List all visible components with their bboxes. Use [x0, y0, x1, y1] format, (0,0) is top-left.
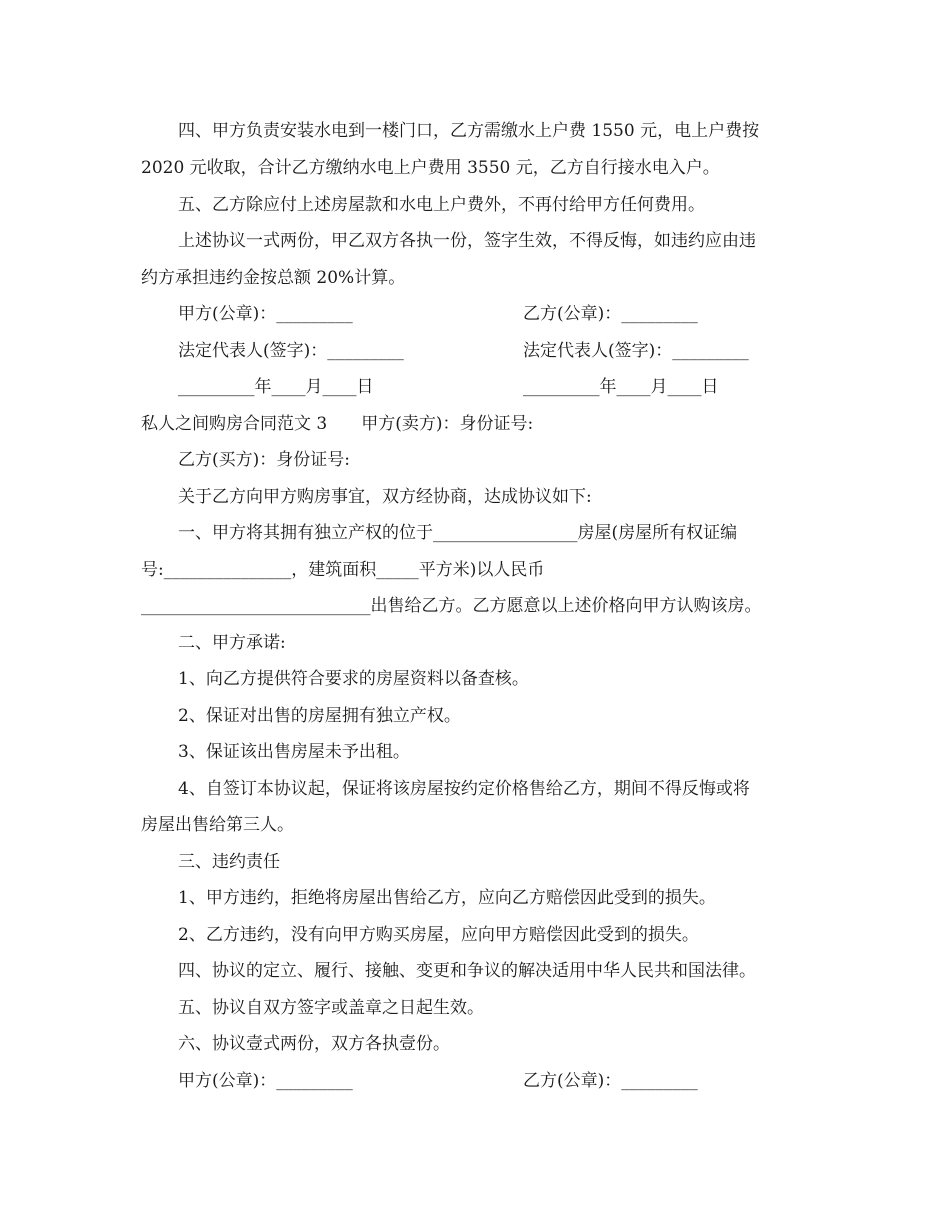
party-a-seal: 甲方(公章)：_________	[178, 304, 353, 324]
item-three-sub-1: 1、甲方违约，拒绝将房屋出售给乙方，应向乙方赔偿因此受到的损失。	[178, 888, 716, 908]
party-b-seal-2: 乙方(公章)：_________	[523, 1071, 698, 1091]
buyer-line: 乙方(买方)：身份证号:	[178, 450, 350, 470]
agreement-line-1: 上述协议一式两份，甲乙双方各执一份，签字生效，不得反悔，如违约应由违	[178, 231, 756, 251]
party-b-representative: 法定代表人(签字)：_________	[523, 341, 749, 361]
item-three-title: 三、违约责任	[178, 852, 280, 872]
party-a-seal-2: 甲方(公章)：_________	[178, 1071, 353, 1091]
item-six: 六、协议壹式两份，双方各执壹份。	[178, 1034, 450, 1054]
item-one-line-1: 一、甲方将其拥有独立产权的位于_________________房屋(房屋所有权证编	[178, 523, 738, 543]
item-five: 五、协议自双方签字或盖章之日起生效。	[178, 998, 484, 1018]
clause-four-line-2: 2020 元收取，合计乙方缴纳水电上户费用 3550 元，乙方自行接水电入户。	[141, 158, 720, 178]
item-one-line-3: ___________________________出售给乙方。乙方愿意以上述价格向甲方认购该房。	[141, 596, 762, 616]
item-two-sub-3: 3、保证该出售房屋未予出租。	[178, 742, 410, 762]
agreement-line-2: 约方承担违约金按总额 20%计算。	[141, 268, 406, 288]
item-one-line-2: 号:_______________，建筑面积_____平方米)以人民币	[141, 560, 545, 580]
party-a-representative: 法定代表人(签字)：_________	[178, 341, 404, 361]
clause-five: 五、乙方除应付上述房屋款和水电上户费外，不再付给甲方任何费用。	[178, 195, 705, 215]
item-four: 四、协议的定立、履行、接触、变更和争议的解决适用中华人民共和国法律。	[178, 961, 756, 981]
item-two-sub-4-line-2: 房屋出售给第三人。	[141, 815, 294, 835]
item-three-sub-2: 2、乙方违约，没有向甲方购买房屋，应向甲方赔偿因此受到的损失。	[178, 925, 699, 945]
item-two-sub-4-line-1: 4、自签订本协议起，保证将该房屋按约定价格售给乙方，期间不得反悔或将	[178, 779, 750, 799]
clause-four-line-1: 四、甲方负责安装水电到一楼门口，乙方需缴水上户费 1550 元，电上户费按	[178, 121, 760, 141]
item-two-sub-1: 1、向乙方提供符合要求的房屋资料以备查核。	[178, 669, 529, 689]
party-a-date: _________年____月____日	[178, 377, 374, 397]
party-b-date: _________年____月____日	[523, 377, 719, 397]
party-b-seal: 乙方(公章)：_________	[523, 304, 698, 324]
intro-line: 关于乙方向甲方购房事宜，双方经协商，达成协议如下:	[178, 487, 592, 507]
item-two-sub-2: 2、保证对出售的房屋拥有独立产权。	[178, 706, 461, 726]
item-two-title: 二、甲方承诺:	[178, 633, 286, 653]
sample-three-header: 私人之间购房合同范文 3 甲方(卖方)：身份证号:	[141, 414, 534, 434]
